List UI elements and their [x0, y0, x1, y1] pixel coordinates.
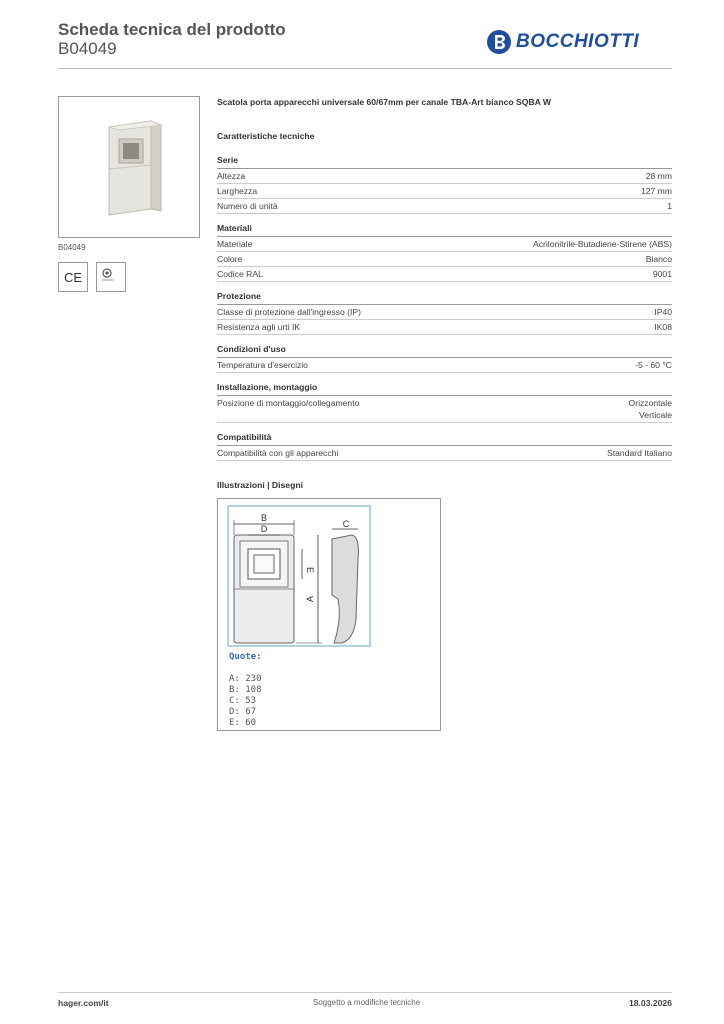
technical-drawing: [217, 498, 441, 731]
spec-row: [217, 184, 672, 199]
spec-row: [217, 358, 672, 373]
spec-row: [217, 305, 672, 320]
spec-value: 9001: [652, 269, 672, 279]
brand-logo: [486, 29, 639, 55]
specs-title: Caratteristiche tecniche: [217, 131, 315, 141]
spec-label: Posizione di montaggio/collegamento: [217, 398, 360, 408]
dimension-value: B: 108: [229, 685, 262, 695]
spec-group-title: Compatibilità: [217, 432, 672, 446]
dimensions-title: Quote:: [229, 652, 262, 662]
header-divider: [58, 68, 672, 69]
spec-group-title: Condizioni d'uso: [217, 344, 672, 358]
footer-date: 18.03.2026: [628, 998, 672, 1008]
spec-row: [217, 199, 672, 214]
spec-label: Codice RAL: [217, 269, 263, 279]
spec-group-title: Serie: [217, 155, 672, 169]
spec-group-compatibilita: [217, 432, 672, 461]
dimension-value: A: 230: [229, 674, 262, 684]
spec-label: Materiale: [217, 239, 253, 249]
spec-group-title: Materiali: [217, 223, 672, 237]
product-image: [58, 96, 200, 238]
certification-badge: [96, 262, 126, 292]
product-image-caption: B04049: [58, 243, 86, 252]
spec-value: IP40: [654, 307, 672, 317]
product-name: Scatola porta apparecchi universale 60/67mm per canale TBA-Art bianco SQBA W: [217, 97, 551, 107]
product-code-heading: B04049: [58, 39, 117, 58]
spec-label: Numero di unità: [217, 201, 278, 211]
spec-row: [217, 396, 672, 423]
dimension-value: D: 67: [229, 707, 257, 717]
dimension-label-b: B: [260, 513, 268, 523]
certification-icon: [97, 263, 125, 291]
spec-label: Altezza: [217, 171, 246, 181]
spec-row: [217, 267, 672, 282]
spec-value: Acrilonitrile-Butadiene-Stirene (ABS): [533, 239, 672, 249]
spec-label: Resistenza agli urti IK: [217, 322, 301, 332]
spec-value: [629, 397, 672, 421]
brand-name: BOCCHIOTTI: [516, 31, 640, 52]
spec-value: Bianco: [645, 254, 672, 264]
spec-value: -5 - 60 °C: [635, 360, 672, 370]
spec-label: Colore: [217, 254, 243, 264]
ce-mark-icon: CE: [63, 270, 83, 285]
dimension-label-a: A: [305, 595, 315, 602]
illustrations-title: Illustrazioni | Disegni: [217, 480, 303, 490]
spec-value-line: Verticale: [639, 410, 672, 420]
dimension-value: C: 53: [229, 696, 257, 706]
spec-row: [217, 237, 672, 252]
spec-value: 1: [667, 201, 672, 211]
footer-disclaimer: Soggetto a modifiche tecniche: [313, 998, 421, 1007]
ce-mark-badge: [58, 262, 88, 292]
dimension-label-d: D: [260, 524, 268, 534]
footer-divider: [58, 992, 672, 993]
dimension-drawing: [218, 499, 440, 649]
bocchiotti-logo-icon: [486, 29, 512, 55]
spec-row: [217, 446, 672, 461]
spec-value: IK08: [654, 322, 672, 332]
dimension-value: E: 60: [229, 718, 257, 728]
spec-group-serie: [217, 155, 672, 214]
spec-row: [217, 252, 672, 267]
spec-value-line: Orizzontale: [628, 398, 672, 408]
spec-value: 28 mm: [645, 171, 672, 181]
spec-group-installazione: [217, 382, 672, 423]
spec-label: Classe di protezione dall'ingresso (IP): [217, 307, 361, 317]
spec-group-materiali: [217, 223, 672, 282]
spec-group-condizioni: [217, 344, 672, 373]
spec-row: [217, 320, 672, 335]
spec-row: [217, 169, 672, 184]
spec-group-protezione: [217, 291, 672, 335]
spec-group-title: Installazione, montaggio: [217, 382, 672, 396]
spec-label: Temperatura d'esercizio: [217, 360, 308, 370]
spec-value: 127 mm: [640, 186, 672, 196]
spec-value: Standard Italiano: [607, 448, 672, 458]
dimension-label-c: C: [342, 519, 350, 529]
spec-group-title: Protezione: [217, 291, 672, 305]
spec-label: Compatibilità con gli apparecchi: [217, 448, 339, 458]
page-title: Scheda tecnica del prodotto: [58, 20, 286, 39]
dimension-label-e: E: [305, 567, 315, 574]
footer-website-link[interactable]: hager.com/it: [58, 998, 109, 1008]
spec-label: Larghezza: [217, 186, 258, 196]
